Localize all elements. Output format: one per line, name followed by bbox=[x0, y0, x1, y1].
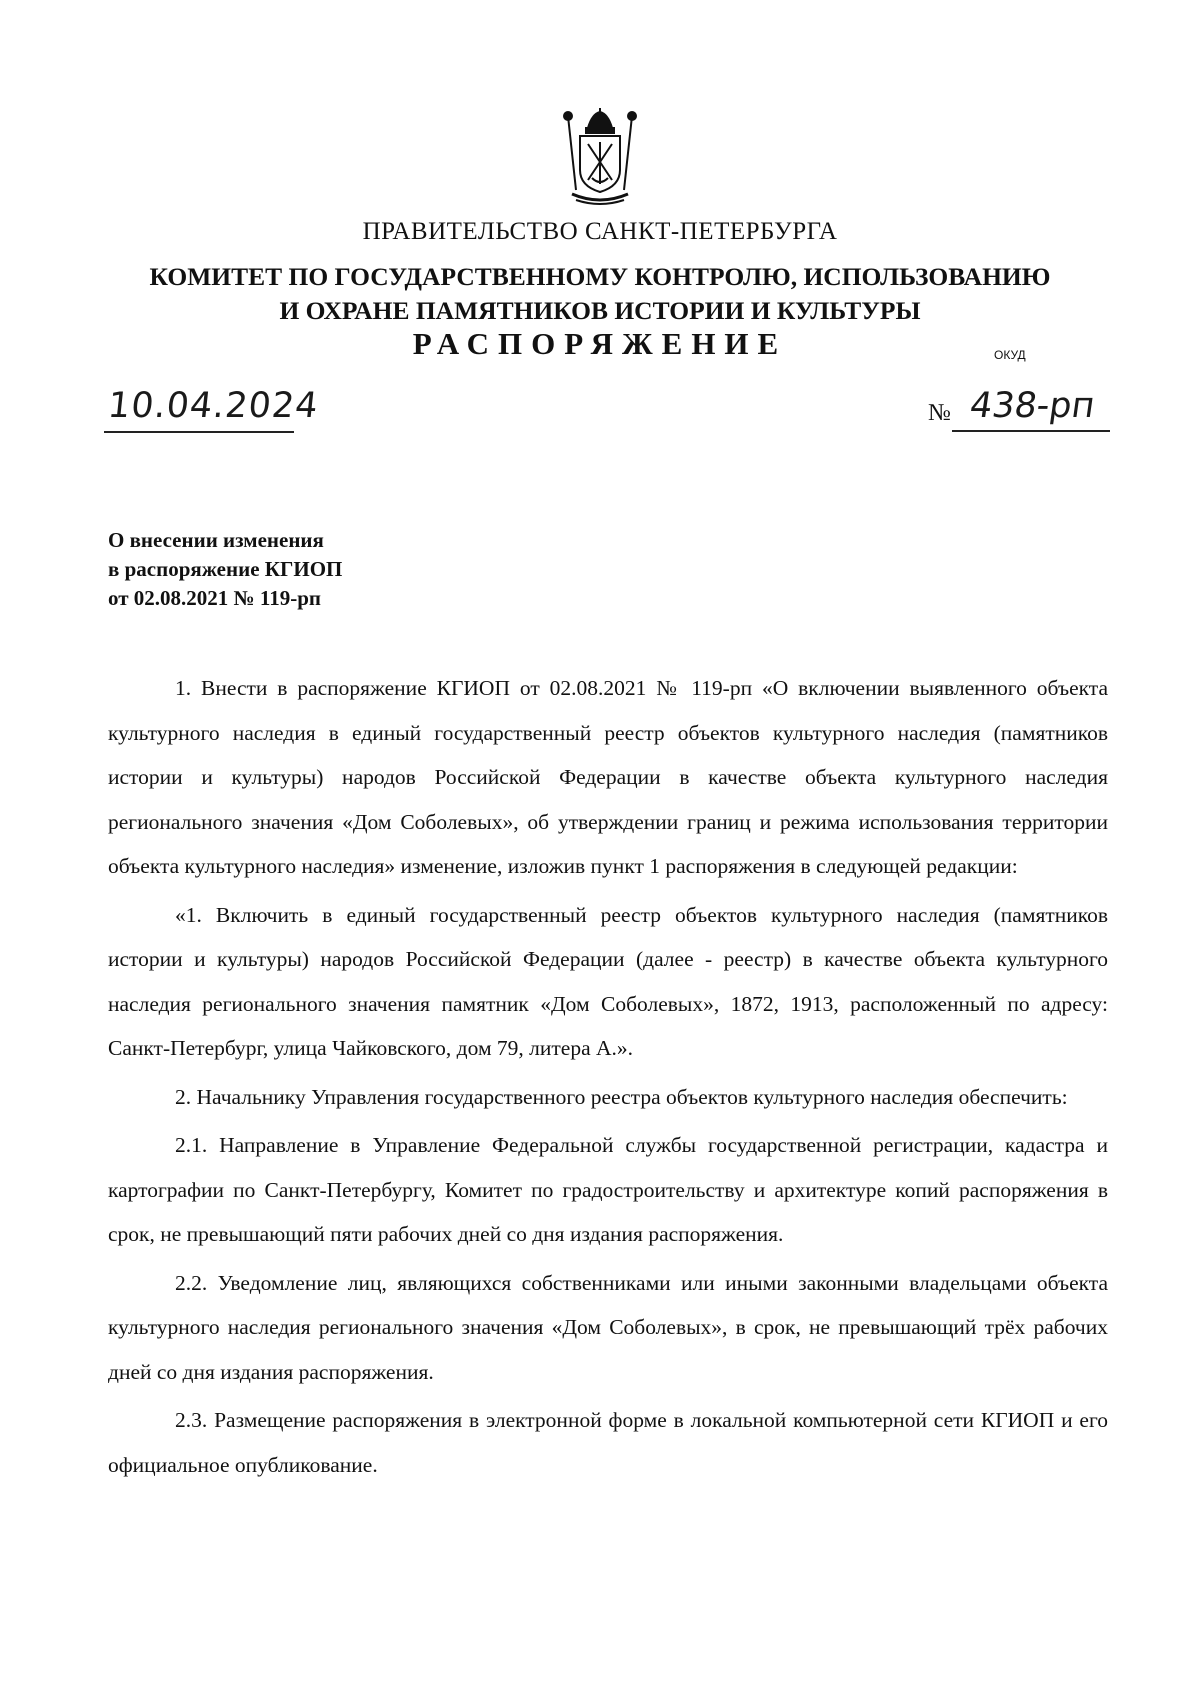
paragraph-1: 1. Внести в распоряжение КГИОП от 02.08.2021 № 119-рп «О включении выявленного объекта культурного наследия в единый государственный реестр объектов культурного наследия (памятников истории и культуры) народов Российской Федерации в качестве объекта культурного наследия регионального значения «Дом Соболевых», об утверждении границ и режима использования территории объекта культурного наследия» изменение, изложив пункт 1 распоряжения в следующей редакции: bbox=[108, 676, 1108, 878]
number-sign: № bbox=[928, 400, 951, 426]
order-date: 10.04.2024 bbox=[105, 386, 321, 426]
order-body bbox=[108, 666, 1108, 1491]
subject-line-3: от 02.08.2021 № 119-рп bbox=[108, 586, 322, 610]
document-type: РАСПОРЯЖЕНИЕ bbox=[412, 326, 788, 361]
paragraph-2-2: 2.2. Уведомление лиц, являющихся собственниками или иными законными владельцами объекта культурного наследия регионального значения «Дом Соболевых», в срок, не превышающий трёх рабочих дней со дня издания распоряжения. bbox=[108, 1270, 1108, 1384]
paragraph-2-1: 2.1. Направление в Управление Федеральной службы государственной регистрации, кадастра и картографии по Санкт-Петербургу, Комитет по градостроительству и архитектуре копий распоряжения в срок, не превышающий пяти рабочих дней со дня издания распоряжения. bbox=[108, 1133, 1108, 1246]
government-title: ПРАВИТЕЛЬСТВО САНКТ-ПЕТЕРБУРГА bbox=[362, 218, 838, 245]
committee-title-line-2: И ОХРАНЕ ПАМЯТНИКОВ ИСТОРИИ И КУЛЬТУРЫ bbox=[279, 296, 921, 325]
order-subject bbox=[108, 526, 342, 613]
okud-label: ОКУД bbox=[994, 348, 1026, 362]
committee-title-line-1: КОМИТЕТ ПО ГОСУДАРСТВЕННОМУ КОНТРОЛЮ, ИСПОЛЬЗОВАНИЮ bbox=[149, 262, 1051, 291]
subject-line-1: О внесении изменения bbox=[108, 528, 324, 552]
number-underline bbox=[952, 430, 1110, 432]
coat-of-arms-emblem bbox=[562, 108, 638, 208]
paragraph-2: 2. Начальнику Управления государственного реестра объектов культурного наследия обеспечить: bbox=[175, 1084, 1068, 1109]
date-underline bbox=[104, 431, 294, 433]
committee-title bbox=[0, 260, 1200, 328]
paragraph-2-3: 2.3. Размещение распоряжения в электронной форме в локальной компьютерной сети КГИОП и его официальное опубликование. bbox=[108, 1408, 1108, 1477]
subject-line-2: в распоряжение КГИОП bbox=[108, 557, 343, 581]
order-number: 438-рп bbox=[967, 386, 1098, 426]
paragraph-1-quote: «1. Включить в единый государственный реестр объектов культурного наследия (памятников истории и культуры) народов Российской Федерации (далее - реестр) в качестве объекта культурного наследия регионального значения памятник «Дом Соболевых», 1872, 1913, расположенный по адресу: Санкт-Петербург, улица Чайковского, дом 79, литера А.». bbox=[108, 902, 1108, 1060]
